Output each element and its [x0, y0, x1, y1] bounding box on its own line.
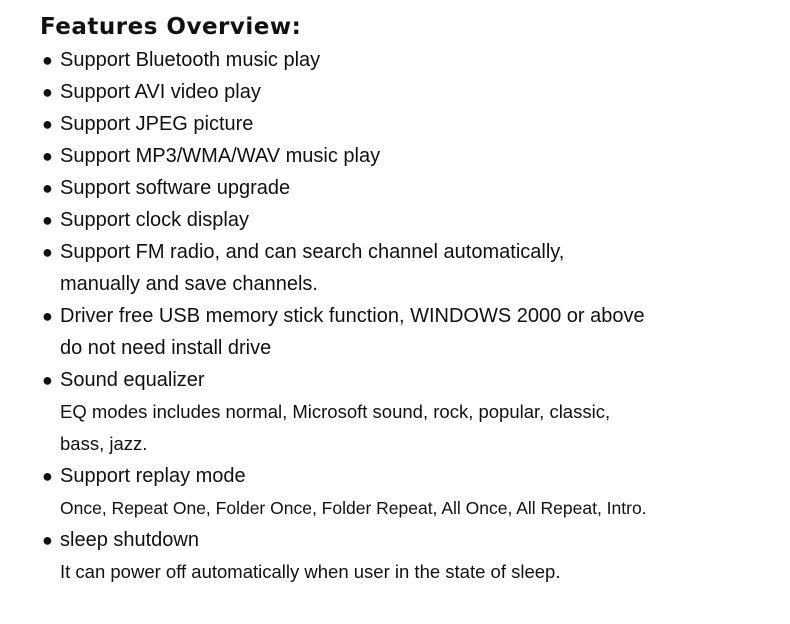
bullet-icon: ● [42, 530, 53, 550]
page-title: Features Overview: [40, 14, 302, 40]
bullet-icon: ● [42, 242, 53, 262]
feature-item [40, 172, 760, 204]
feature-text: Support AVI video play [60, 81, 261, 103]
feature-item [40, 140, 760, 172]
bullet-icon: ● [42, 50, 53, 70]
bullet-icon: ● [42, 178, 53, 198]
feature-item [40, 108, 760, 140]
feature-text: Support clock display [60, 209, 249, 231]
feature-item [40, 236, 760, 300]
feature-text-continued: manually and save channels. [60, 273, 318, 295]
feature-item [40, 44, 760, 76]
feature-text: Support software upgrade [60, 177, 291, 199]
feature-detail: Once, Repeat One, Folder Once, Folder Repeat, All Once, All Repeat, Intro. [60, 498, 647, 518]
feature-item [40, 300, 760, 364]
feature-text: Sound equalizer [60, 369, 205, 391]
bullet-icon: ● [42, 306, 53, 326]
feature-text: Driver free USB memory stick function, WINDOWS 2000 or above [60, 305, 645, 327]
feature-item [40, 364, 760, 460]
bullet-icon: ● [42, 466, 53, 486]
feature-item [40, 524, 760, 588]
feature-text: Support Bluetooth music play [60, 49, 321, 71]
feature-detail: It can power off automatically when user in the state of sleep. [60, 561, 561, 582]
bullet-icon: ● [42, 370, 53, 390]
feature-text: Support JPEG picture [60, 113, 254, 135]
feature-text: Support replay mode [60, 465, 246, 487]
feature-text: Support MP3/WMA/WAV music play [60, 145, 381, 167]
feature-text: Support FM radio, and can search channel automatically, [60, 241, 565, 263]
bullet-icon: ● [42, 210, 53, 230]
feature-text: sleep shutdown [60, 529, 199, 551]
feature-item [40, 204, 760, 236]
feature-text-continued: do not need install drive [60, 337, 272, 359]
feature-detail: EQ modes includes normal, Microsoft sound, rock, popular, classic, [60, 401, 611, 422]
feature-item [40, 76, 760, 108]
bullet-icon: ● [42, 114, 53, 134]
feature-detail: bass, jazz. [60, 433, 148, 454]
bullet-icon: ● [42, 82, 53, 102]
bullet-icon: ● [42, 146, 53, 166]
feature-list [40, 44, 760, 588]
feature-item [40, 460, 760, 524]
features-page [40, 12, 760, 588]
